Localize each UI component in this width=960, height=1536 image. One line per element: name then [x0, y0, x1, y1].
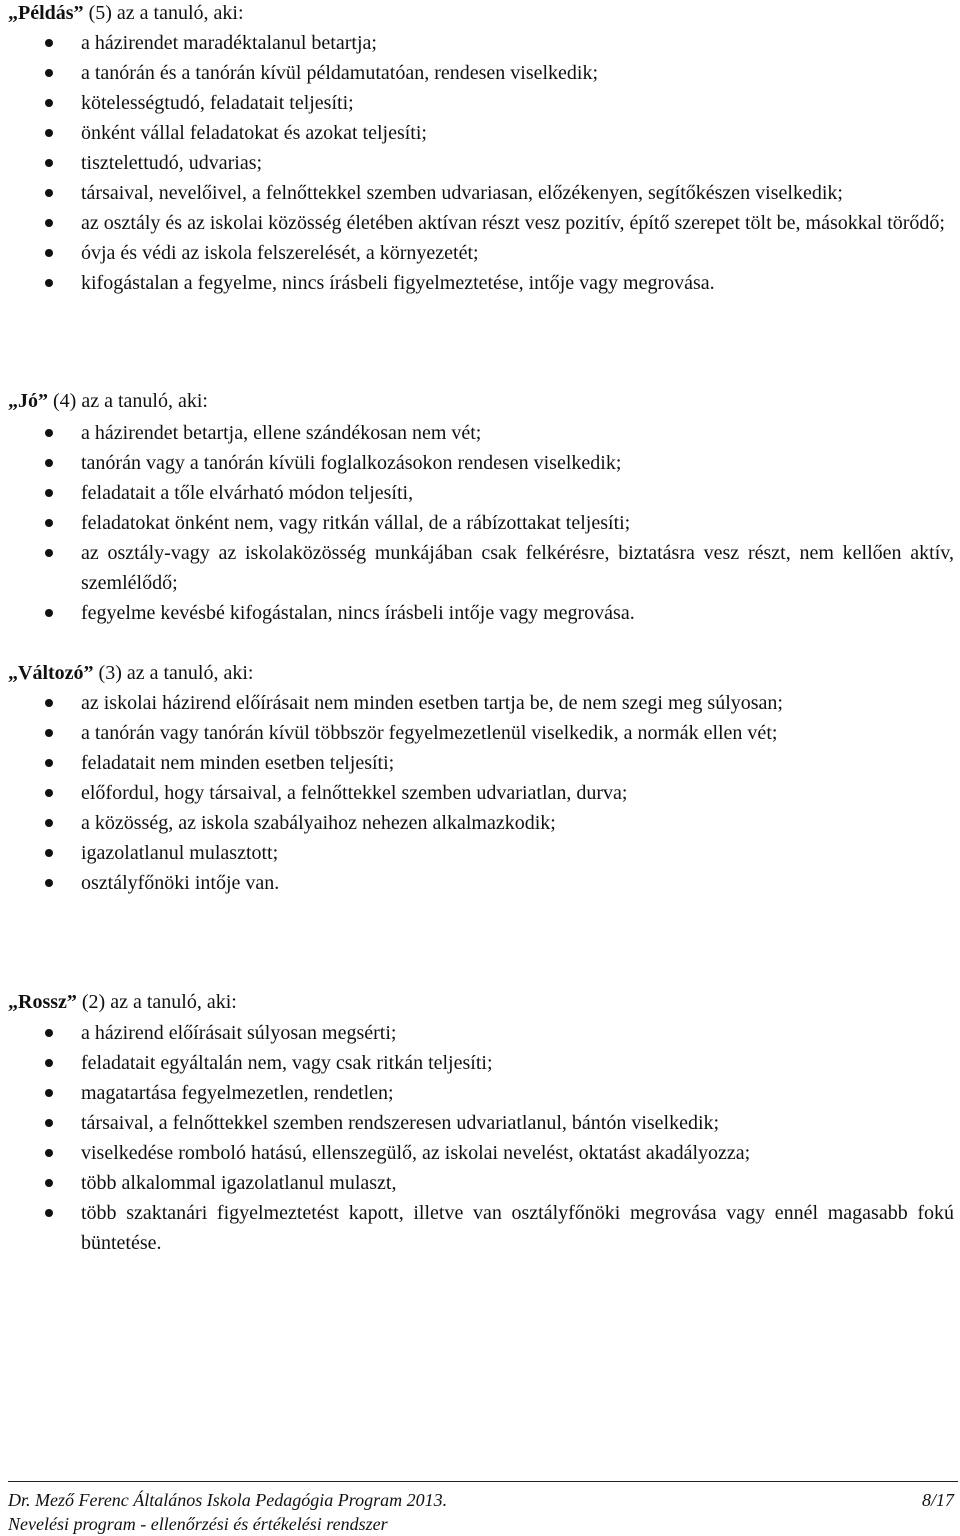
footer-school: Dr. Mező Ferenc Általános Iskola Pedagógia Program 2013.	[8, 1490, 448, 1510]
section-heading	[8, 386, 208, 416]
list-item: társaival, nevelőivel, a felnőttekkel szemben udvariasan, előzékenyen, segítőkészen viselkedik;	[0, 178, 960, 208]
bullet-icon	[45, 519, 53, 527]
bullet-icon	[45, 249, 53, 257]
list-item: viselkedése romboló hatású, ellenszegülő, az iskolai nevelést, oktatást akadályozza;	[0, 1138, 960, 1168]
list-item: feladatait a tőle elvárható módon teljesíti,	[0, 478, 960, 508]
bullet-icon	[45, 549, 53, 557]
bullet-icon	[45, 759, 53, 767]
bullet-icon	[45, 1179, 53, 1187]
bullet-icon	[45, 699, 53, 707]
section-title: „Rossz”	[8, 991, 77, 1013]
page-footer	[8, 1481, 958, 1534]
list-item: a házirendet maradéktalanul betartja;	[0, 28, 960, 58]
bullet-icon	[45, 1149, 53, 1157]
section-grade: (4) az a tanuló, aki:	[53, 390, 208, 412]
list-item: feladatait egyáltalán nem, vagy csak ritkán teljesíti;	[0, 1048, 960, 1078]
list-item: több szaktanári figyelmeztetést kapott, illetve van osztályfőnöki megrovása vagy ennél magasabb fokú büntetése.	[0, 1198, 960, 1258]
bullet-icon	[45, 69, 53, 77]
bullet-icon	[45, 1209, 53, 1217]
bullet-icon	[45, 819, 53, 827]
list-item: az iskolai házirend előírásait nem minden esetben tartja be, de nem szegi meg súlyosan;	[0, 688, 960, 718]
criteria-list	[0, 688, 960, 898]
footer-line	[8, 1482, 958, 1510]
section-heading	[8, 658, 253, 688]
list-item: a házirend előírásait súlyosan megsérti;	[0, 1018, 960, 1048]
list-item: kötelességtudó, feladatait teljesíti;	[0, 88, 960, 118]
bullet-icon	[45, 609, 53, 617]
list-item: a tanórán vagy tanórán kívül többször fegyelmezetlenül viselkedik, a normák ellen vét;	[0, 718, 960, 748]
list-item: óvja és védi az iskola felszerelését, a környezetét;	[0, 238, 960, 268]
list-item: tanórán vagy a tanórán kívüli foglalkozásokon rendesen viselkedik;	[0, 448, 960, 478]
bullet-icon	[45, 489, 53, 497]
section-title: „Változó”	[8, 662, 94, 684]
section-grade: (3) az a tanuló, aki:	[98, 662, 254, 684]
list-item: tisztelettudó, udvarias;	[0, 148, 960, 178]
section-title: „Példás”	[8, 2, 84, 24]
criteria-list	[0, 418, 960, 628]
bullet-icon	[45, 279, 53, 287]
bullet-icon	[45, 99, 53, 107]
list-item: kifogástalan a fegyelme, nincs írásbeli figyelmeztetése, intője vagy megrovása.	[0, 268, 960, 298]
list-item: önként vállal feladatokat és azokat teljesíti;	[0, 118, 960, 148]
bullet-icon	[45, 879, 53, 887]
section-heading	[8, 987, 237, 1017]
bullet-icon	[45, 729, 53, 737]
list-item: társaival, a felnőttekkel szemben rendszeresen udvariatlanul, bántón viselkedik;	[0, 1108, 960, 1138]
list-item: igazolatlanul mulasztott;	[0, 838, 960, 868]
list-item: feladatokat önként nem, vagy ritkán vállal, de a rábízottakat teljesíti;	[0, 508, 960, 538]
section-grade: (5) az a tanuló, aki:	[88, 2, 244, 24]
footer-subtitle: Nevelési program - ellenőrzési és értékelési rendszer	[8, 1514, 388, 1534]
bullet-icon	[45, 219, 53, 227]
list-item: a közösség, az iskola szabályaihoz nehezen alkalmazkodik;	[0, 808, 960, 838]
criteria-list	[0, 28, 960, 298]
bullet-icon	[45, 159, 53, 167]
bullet-icon	[45, 129, 53, 137]
list-item: több alkalommal igazolatlanul mulaszt,	[0, 1168, 960, 1198]
list-item: magatartása fegyelmezetlen, rendetlen;	[0, 1078, 960, 1108]
bullet-icon	[45, 189, 53, 197]
section-heading	[8, 0, 244, 28]
list-item: feladatait nem minden esetben teljesíti;	[0, 748, 960, 778]
list-item: az osztály-vagy az iskolaközösség munkájában csak felkérésre, biztatásra vesz részt, nem kellően aktív, szemlélődő;	[0, 538, 960, 598]
bullet-icon	[45, 789, 53, 797]
list-item: előfordul, hogy társaival, a felnőttekkel szemben udvariatlan, durva;	[0, 778, 960, 808]
bullet-icon	[45, 1089, 53, 1097]
bullet-icon	[45, 1119, 53, 1127]
bullet-icon	[45, 39, 53, 47]
list-item: az osztály és az iskolai közösség életében aktívan részt vesz pozitív, építő szerepet tölt be, másokkal törődő;	[0, 208, 960, 238]
section-grade: (2) az a tanuló, aki:	[81, 991, 237, 1013]
bullet-icon	[45, 1059, 53, 1067]
page-number: 8/17	[921, 1490, 954, 1510]
bullet-icon	[45, 849, 53, 857]
bullet-icon	[45, 459, 53, 467]
list-item: a házirendet betartja, ellene szándékosan nem vét;	[0, 418, 960, 448]
section-title: „Jó”	[8, 390, 48, 412]
criteria-list	[0, 1018, 960, 1258]
bullet-icon	[45, 429, 53, 437]
bullet-icon	[45, 1029, 53, 1037]
list-item: a tanórán és a tanórán kívül példamutatóan, rendesen viselkedik;	[0, 58, 960, 88]
list-item: osztályfőnöki intője van.	[0, 868, 960, 898]
list-item: fegyelme kevésbé kifogástalan, nincs írásbeli intője vagy megrovása.	[0, 598, 960, 628]
